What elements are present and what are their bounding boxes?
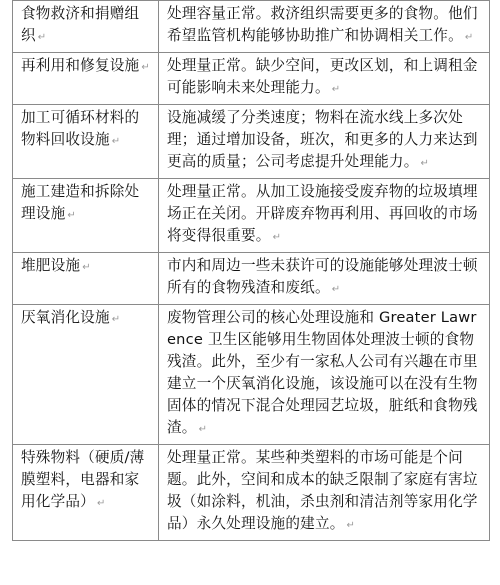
table-row	[13, 105, 490, 179]
paragraph-mark-icon: ↵	[331, 284, 341, 295]
capacity-status-cell	[159, 1, 490, 53]
paragraph-mark-icon: ↵	[37, 32, 47, 43]
facility-type-label: 堆肥设施	[21, 257, 81, 274]
facility-type-cell	[13, 105, 159, 179]
paragraph-mark-icon: ↵	[141, 62, 150, 73]
table-row	[13, 1, 490, 53]
paragraph-mark-icon: ↵	[111, 136, 121, 147]
paragraph-mark-icon: ↵	[331, 84, 341, 95]
capacity-status-cell	[159, 53, 490, 105]
paragraph-mark-icon: ↵	[67, 210, 76, 221]
capacity-status-text: 设施减缓了分类速度；物料在流水线上多次处理；通过增加设备，班次，和更多的人力来达到更高的质量；公司考虑提升处理能力。	[167, 109, 478, 170]
facility-type-cell	[13, 305, 159, 445]
facility-type-cell	[13, 53, 159, 105]
capacity-status-text: 处理量正常。某些种类塑料的市场可能是个问题。此外，空间和成本的缺乏限制了家庭有害垃圾（如涂料，机油，杀虫剂和清洁剂等家用化学品）永久处理设施的建立。	[167, 449, 478, 532]
paragraph-mark-icon: ↵	[198, 424, 208, 435]
capacity-status-text: 处理容量正常。救济组织需要更多的食物。他们希望监管机构能够协助推广和协调相关工作。	[167, 5, 478, 44]
paragraph-mark-icon: ↵	[96, 498, 106, 509]
table-row	[13, 53, 490, 105]
capacity-status-text: 废物管理公司的核心处理设施和 Greater Lawrence 卫生区能够用生物固体处理波士顿的食物残渣。此外，至少有一家私人公司有兴趣在市里建立一个厌氧消化设施，该设施可以在没有生物固体的情况下混合处理园艺垃圾，脏纸和食物残渣。	[167, 309, 478, 436]
table-row	[13, 179, 490, 253]
paragraph-mark-icon: ↵	[272, 232, 282, 243]
capacity-status-cell	[159, 105, 490, 179]
paragraph-mark-icon: ↵	[82, 262, 91, 273]
capacity-status-cell	[159, 445, 490, 541]
capacity-status-text: 处理量正常。缺少空间，更改区划，和上调租金可能影响未来处理能力。	[167, 57, 478, 96]
facility-type-cell	[13, 445, 159, 541]
capacity-status-cell	[159, 253, 490, 305]
facility-capacity-table	[12, 0, 490, 541]
facility-type-cell	[13, 253, 159, 305]
paragraph-mark-icon: ↵	[111, 314, 121, 325]
capacity-status-text: 市内和周边一些未获许可的设施能够处理波士顿所有的食物残渣和废纸。	[167, 257, 478, 296]
paragraph-mark-icon: ↵	[346, 520, 356, 531]
capacity-status-cell	[159, 179, 490, 253]
table-row	[13, 305, 490, 445]
facility-type-label: 再利用和修复设施	[21, 57, 140, 74]
paragraph-mark-icon: ↵	[464, 32, 474, 43]
facility-type-label: 厌氧消化设施	[21, 309, 110, 326]
facility-type-cell	[13, 1, 159, 53]
facility-type-label: 特殊物料（硬质/薄膜塑料，电器和家用化学品）	[21, 449, 145, 510]
facility-type-label: 加工可循环材料的物料回收设施	[21, 109, 140, 148]
capacity-status-cell	[159, 305, 490, 445]
table-row	[13, 253, 490, 305]
facility-type-label: 食物救济和捐赠组织	[21, 5, 140, 44]
facility-type-label: 施工建造和拆除处理设施	[21, 183, 140, 222]
paragraph-mark-icon: ↵	[420, 158, 430, 169]
capacity-status-text: 处理量正常。从加工设施接受废弃物的垃圾填埋场正在关闭。开辟废弃物再利用、再回收的市场将变得很重要。	[167, 183, 478, 244]
table-row	[13, 445, 490, 541]
facility-type-cell	[13, 179, 159, 253]
